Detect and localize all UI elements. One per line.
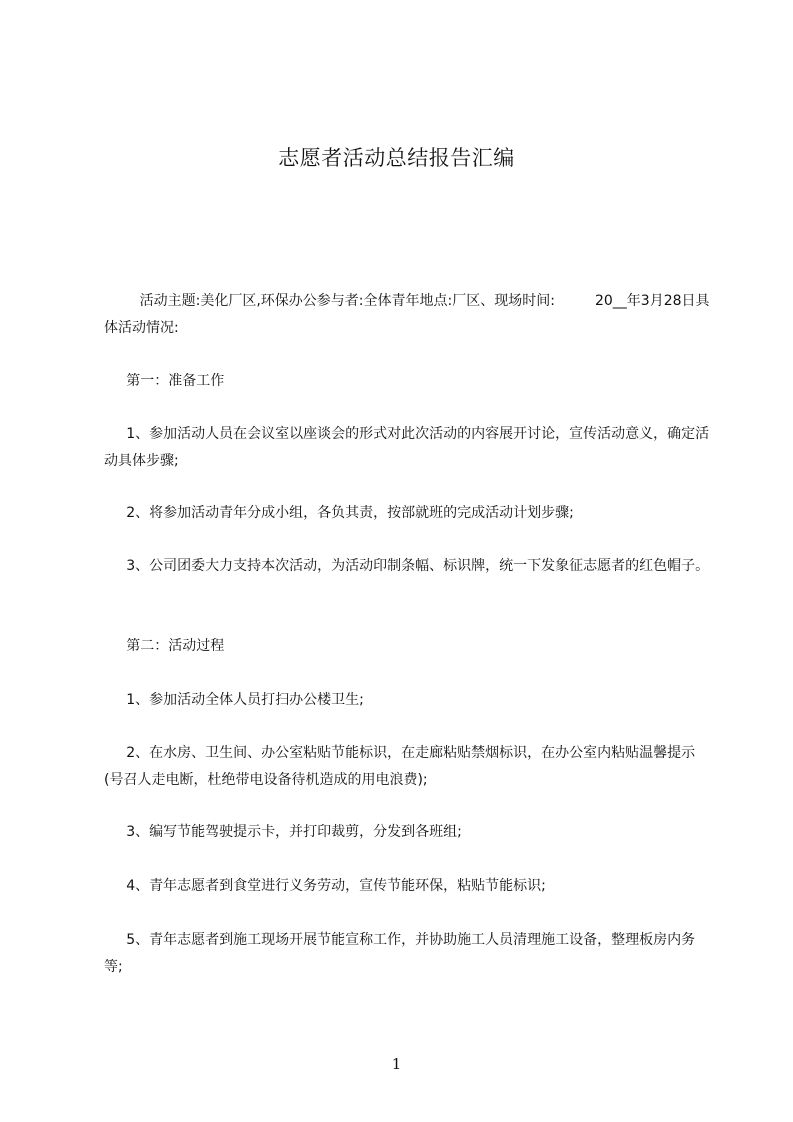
page-number: 1 (391, 1055, 402, 1073)
intro-paragraph: 活动主题:美化厂区,环保办公参与者:全体青年地点:厂区、现场时间: 20__年3月28日具体活动情况: (104, 293, 710, 336)
process-item-1: 1、参加活动全体人员打扫办公楼卫生; (104, 692, 364, 708)
prep-item-3: 3、公司团委大力支持本次活动，为活动印制条幅、标识牌，统一下发象征志愿者的红色帽子。 (104, 558, 710, 574)
process-item-3: 3、编写节能驾驶提示卡，并打印裁剪，分发到各班组; (104, 824, 462, 840)
prep-item-1: 1、参加活动人员在会议室以座谈会的形式对此次活动的内容展开讨论，宣传活动意义，确定活动具体步骤; (104, 426, 710, 469)
section-heading-preparation: 第一：准备工作 (104, 373, 225, 389)
section-heading-process: 第二：活动过程 (104, 638, 225, 654)
prep-item-2: 2、将参加活动青年分成小组，各负其责，按部就班的完成活动计划步骤; (104, 505, 574, 521)
document-title: 志愿者活动总结报告汇编 (278, 146, 515, 170)
process-item-5: 5、青年志愿者到施工现场开展节能宣称工作，并协助施工人员清理施工设备，整理板房内务等; (104, 932, 696, 975)
process-item-4: 4、青年志愿者到食堂进行义务劳动，宣传节能环保，粘贴节能标识; (104, 878, 546, 894)
process-item-2: 2、在水房、卫生间、办公室粘贴节能标识，在走廊粘贴禁烟标识，在办公室内粘贴温馨提示(号召人走电断，杜绝带电设备待机造成的用电浪费); (104, 745, 696, 788)
